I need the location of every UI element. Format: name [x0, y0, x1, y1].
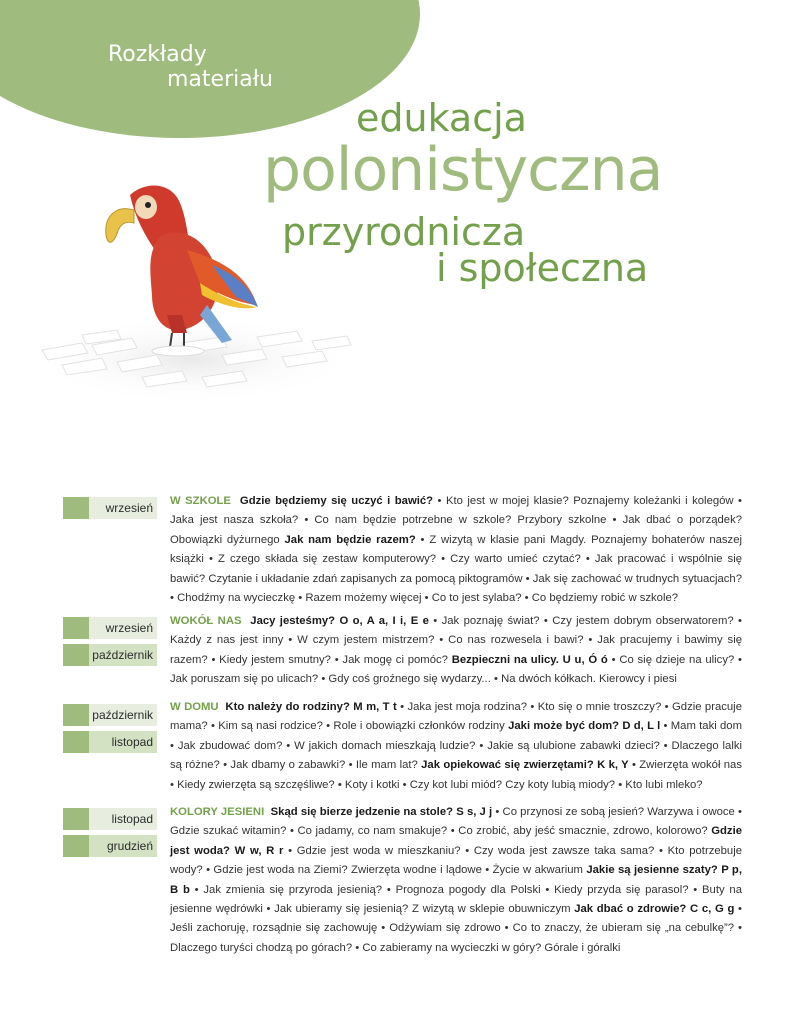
header-label-line2: materiału [167, 67, 273, 92]
section-heading: W SZKOLE [170, 495, 231, 507]
title-line3: przyrodnicza [282, 210, 526, 254]
section-text: • Jak poznaję świat? • Czy jestem dobrym obserwatorem? • Każdy z nas jest inny • W czym jestem mistrzem? • Co nas rozwesela i bawi? • Jak pracujemy i bawimy się razem? • Kiedy jestem smutny? • Jak mogę ci pomóc? [170, 615, 742, 666]
section-text: • Gdzie jest woda w mieszkaniu? • Czy woda jest zawsze taka sama? • Kto potrzebuje wody? • Gdzie jest woda na Ziemi? Zwierzęta wodne i lądowe • Życie w akwarium [170, 844, 743, 877]
section-text: • Co przynosi ze sobą jesień? Warzywa i owoce • Gdzie szukać witamin? • Co jadamy, co nam smakuje? • Co zrobić, aby jeść smacznie, zdrowo, kolorowo? [170, 806, 742, 838]
section-wokol-nas [170, 612, 742, 690]
header-label [108, 42, 273, 92]
section-text: • Zwierzęta wokół nas • Kiedy zwierzęta są szczęśliwe? • Koty i kotki • Czy kot lubi miód? Czy koty lubią miody? • Kto lubi mleko? [170, 759, 742, 791]
month-label: listopad [63, 731, 157, 753]
section-kolory-jesieni [170, 803, 742, 958]
section-topic: Jak nam będzie razem? [284, 533, 416, 546]
section-topic: Skąd się bierze jedzenie na stole? S s, J j [270, 806, 493, 818]
section-topic: Gdzie będziemy się uczyć i bawić? [239, 495, 434, 507]
section-text: • Mam taki dom • Jak zbudować dom? • W jakich domach mieszkają ludzie? • Jakie są ulubione zabawki dzieci? • Dlaczego lalki są różne? • Jak dbamy o zabawki? • Ile mam lat? [170, 720, 743, 772]
section-topic: Jakie są jesienne szaty? P p, B b [170, 864, 742, 896]
section-text: • Jaka jest moja rodzina? • Kto się o mnie troszczy? • Gdzie pracuje mama? • Kim są nasi rodzice? • Role i obowiązki członków rodziny [170, 701, 742, 733]
month-label: wrzesień [63, 497, 157, 519]
month-label: wrzesień [63, 617, 157, 639]
parrot-illustration [22, 165, 362, 425]
month-label: grudzień [63, 835, 157, 857]
section-topic: Jacy jesteśmy? O o, A a, I i, E e [250, 615, 429, 627]
section-topic: Gdzie jest woda? W w, R r [170, 825, 742, 857]
section-heading: WOKÓŁ NAS [170, 615, 242, 627]
header-label-line1: Rozkłady [108, 42, 207, 67]
section-text: • Jak zmienia się przyroda jesienią? • Prognoza pogody dla Polski • Kiedy przyda się parasol? • Buty na jesienne wędrówki • Jak ubieramy się jesienią? Z wizytą w sklepie obuwniczym [170, 883, 742, 916]
title-line4: i społeczna [436, 246, 649, 290]
section-text: • Z wizytą w klasie pani Magdy. Poznajemy bohaterów naszej książki • Z czego składa się zestaw komputerowy? • Czy warto umieć czytać? • Jak pracować i wspólnie się bawić? Czytanie i układanie zdań zapisanych za pomocą piktogramów • Jak się zachować w trudnych sytuacjach? • Chodźmy na wycieczkę • Razem możemy więcej • Co to jest sylaba? • Co będziemy robić w szkole? [170, 533, 743, 605]
section-w-domu [170, 698, 742, 795]
month-label: październik [63, 644, 157, 666]
section-topic: Jaki może być dom? D d, L l [508, 720, 661, 733]
section-topic: Kto należy do rodziny? M m, T t [225, 701, 397, 713]
section-heading: KOLORY JESIENI [170, 806, 265, 818]
section-topic: Bezpieczni na ulicy. U u, Ó ó [451, 653, 608, 666]
section-text: • Co się dzieje na ulicy? • Jak poruszam się po ulicach? • Gdy coś groźnego się wydarzy... • Na dwóch kółkach. Kierowcy i piesi [170, 653, 742, 686]
section-topic: Jak dbać o zdrowie? C c, G g [574, 903, 735, 916]
month-label: listopad [63, 808, 157, 830]
title-line2: polonistyczna [263, 135, 663, 205]
section-topic: Jak opiekować się zwierzętami? K k, Y [421, 759, 629, 772]
section-text: • Kto jest w mojej klasie? Poznajemy koleżanki i kolegów • Jaka jest nasza szkoła? • Co nam będzie potrzebne w szkole? Przybory szkolne • Jak dbać o porządek? Obowiązki dyżurnego [170, 495, 743, 546]
section-text: • Jeśli zachoruję, rozsądnie się zachowuję • Odżywiam się zdrowo • Co to znaczy, że ubieram się „na cebulkę”? • Dlaczego turyści chodzą po górach? • Co zabieramy na wycieczki w góry? Górale i góralki [170, 903, 743, 954]
title-line1: edukacja [356, 96, 527, 140]
section-heading: W DOMU [170, 701, 219, 713]
section-w-szkole [170, 492, 742, 608]
month-label: październik [63, 704, 157, 726]
